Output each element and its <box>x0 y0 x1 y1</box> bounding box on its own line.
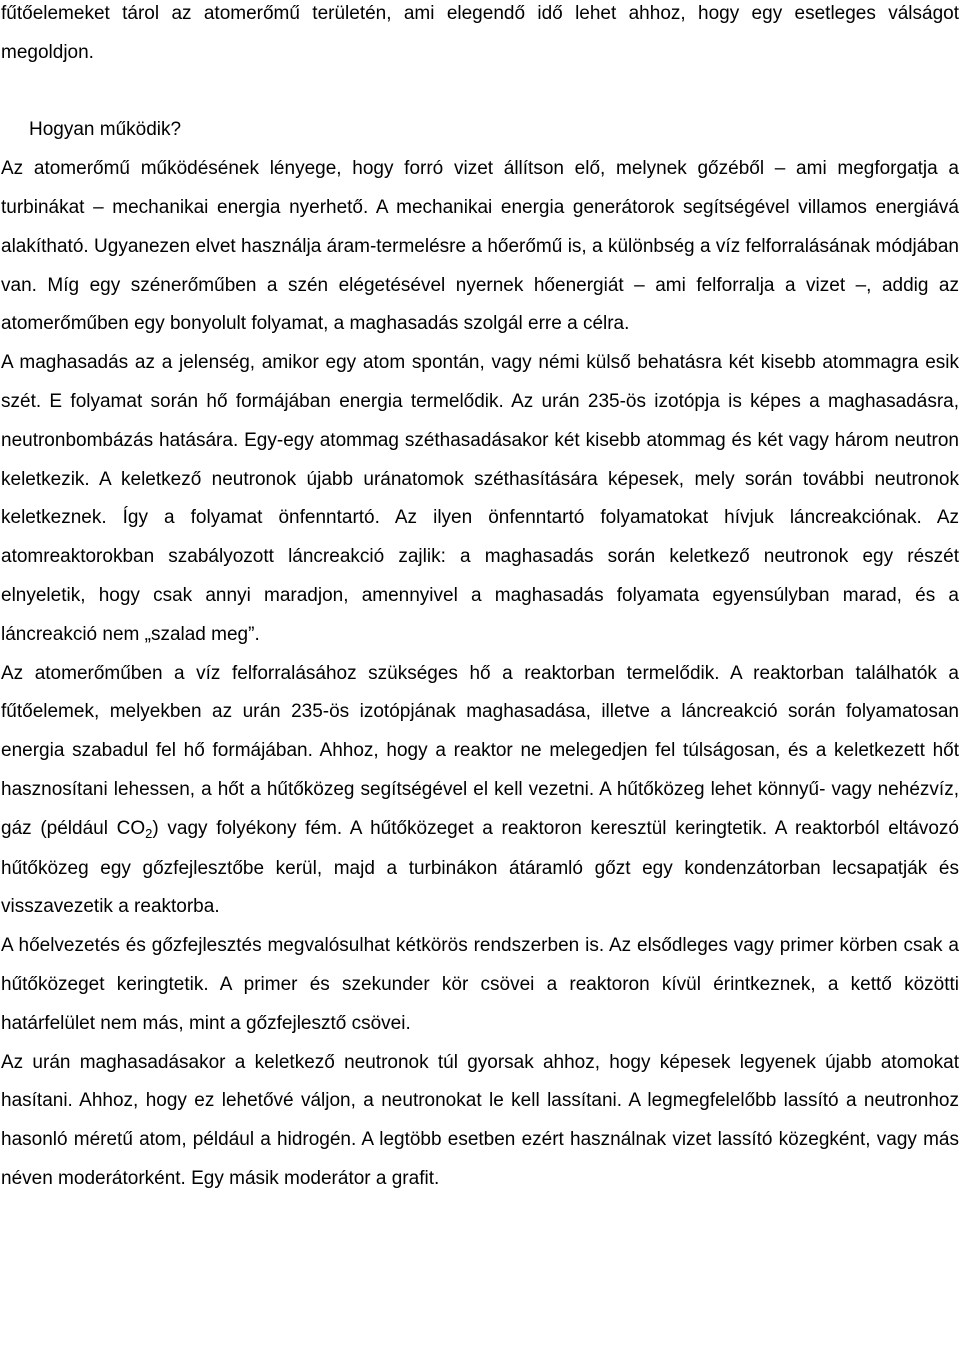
intro-tail-paragraph: fűtőelemeket tárol az atomerőmű területén, ami elegendő idő lehet ahhoz, hogy egy esetleges válságot megoldjon. <box>1 3 959 63</box>
paragraph-fission: A maghasadás az a jelenség, amikor egy atom spontán, vagy némi külső behatásra két kisebb atommagra esik szét. E folyamat során hő formájában energia termelődik. Az urán 235-ös izotópja is képes a maghasadásra, neutronbombázás hatására. Egy-egy atommag széthasadásakor két kisebb atommag és két vagy három neutron keletkezik. A keletkező neutronok újabb uránatomok széthasítására képesek, mely során további neutronok keletkeznek. Így a folyamat önfenntartó. Az ilyen önfenntartó folyamatokat hívjuk láncreakciónak. Az atomreaktorokban szabályozott láncreakció zajlik: a maghasadás során keletkező neutronok egy részét elnyeletik, hogy csak annyi maradjon, amennyivel a maghasadás folyamata egyensúlyban marad, és a láncreakció nem „szalad meg”. <box>1 352 959 645</box>
document-page <box>1 0 959 1199</box>
paragraph-moderator: Az urán maghasadásakor a keletkező neutronok túl gyorsak ahhoz, hogy képesek legyenek újabb atomokat hasítani. Ahhoz, hogy ez lehetővé váljon, a neutronokat le kell lassítani. A legmegfelelőbb lassító a neutronhoz hasonló méretű atom, például a hidrogén. A legtöbb esetben ezért használnak vizet lassító közegként, vagy más néven moderátorként. Egy másik moderátor a grafit. <box>1 1051 959 1189</box>
section-heading: Hogyan működik? <box>29 119 182 141</box>
co2-subscript: 2 <box>145 825 153 841</box>
paragraph-two-loop: A hőelvezetés és gőzfejlesztés megvalósulhat kétkörös rendszerben is. Az elsődleges vagy primer körben csak a hűtőközeget keringtetik. A primer és szekunder kör csövei a reaktoron kívül érintkeznek, a kettő közötti határfelület nem más, mint a gőzfejlesztő csövei. <box>1 935 959 1034</box>
reactor-text-before: Az atomerőműben a víz felforralásához szükséges hő a reaktorban termelődik. A reaktorban találhatók a fűtőelemek, melyekben az urán 235-ös izotópjának maghasadása, illetve a láncreakció során folyamatosan energia szabadul fel hő formájában. Ahhoz, hogy a reaktor ne melegedjen fel túlságosan, és a keletkezett hőt hasznosítani lehessen, a hőt a hűtőközeg segítségével el kell vezetni. A hűtőközeg lehet könnyű- vagy nehézvíz, gáz (például CO <box>1 662 959 839</box>
reactor-text-after: ) vagy folyékony fém. A hűtőközeget a reaktoron keresztül keringtetik. A reaktorból eltávozó hűtőközeg egy gőzfejlesztőbe kerül, majd a turbinákon átáramló gőzt egy kondenzátorban lecsapatják és visszavezetik a reaktorba. <box>1 817 959 918</box>
paragraph-reactor <box>1 655 959 928</box>
paragraph-operation: Az atomerőmű működésének lényege, hogy forró vizet állítson elő, melynek gőzéből – ami megforgatja a turbinákat – mechanikai energia nyerhető. A mechanikai energia generátorok segítségével villamos energiává alakítható. Ugyanezen elvet használja áram-termelésre a hőerőmű is, a különbség a víz felforralásának módjában van. Míg egy szénerőműben a szén elégetésével nyernek hőenergiát – ami felforralja a vizet –, addig az atomerőműben egy bonyolult folyamat, a maghasadás szolgál erre a célra. <box>1 158 959 335</box>
